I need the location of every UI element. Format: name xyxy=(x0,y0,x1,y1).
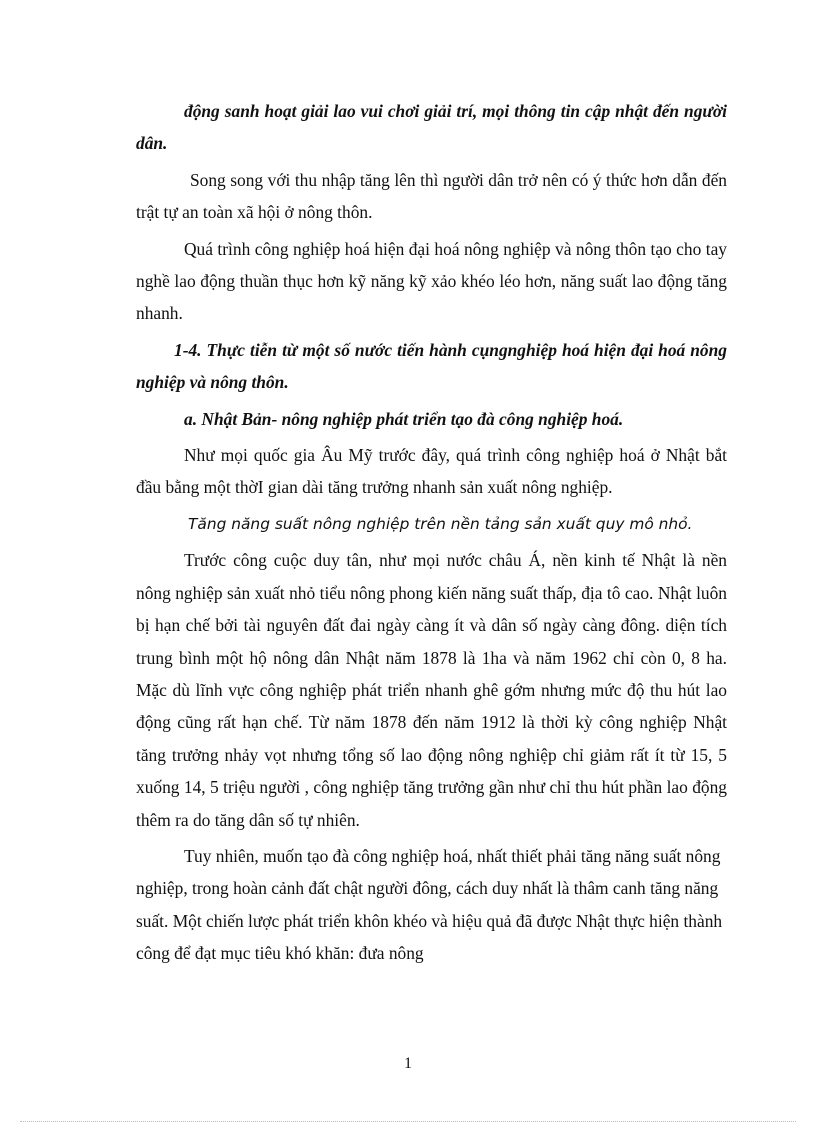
page-number: 1 xyxy=(404,1055,412,1072)
paragraph-productivity-strategy: Tuy nhiên, muốn tạo đà công nghiệp hoá, nhất thiết phải tăng năng suất nông nghiệp, trong hoàn cảnh đất chật người đông, cách duy nhất là thâm canh tăng năng suất. Một chiến lược phát triển khôn khéo và hiệu quả đã được Nhật thực hiện thành công để đạt mục tiêu khó khăn: đưa nông xyxy=(136,845,723,964)
paragraph-italic-subtitle: Tăng năng suất nông nghiệp trên nền tảng sản xuất quy mô nhỏ. xyxy=(188,514,693,533)
section-heading-1-4: 1-4. Thực tiễn từ một số nước tiến hành cụngnghiệp hoá hiện đại hoá nông nghiệp và nông thôn. xyxy=(136,339,727,393)
paragraph-continuation: động sanh hoạt giải lao vui chơi giải trí, mọi thông tin cập nhật đến người dân. xyxy=(136,101,727,154)
paragraph-labor-skill: Quá trình công nghiệp hoá hiện đại hoá nông nghiệp và nông thôn tạo cho tay nghề lao động thuần thục hơn kỹ năng kỹ xảo khéo léo hơn, năng suất lao động tăng nhanh. xyxy=(136,238,727,324)
paragraph-japan-intro: Như mọi quốc gia Âu Mỹ trước đây, quá trình công nghiệp hoá ở Nhật bắt đầu bằng một thờI gian dài tăng trưởng nhanh sản xuất nông nghiệp. xyxy=(136,445,727,498)
paragraph-before-reform: Trước công cuộc duy tân, như mọi nước châu Á, nền kinh tế Nhật là nền nông nghiệp sản xuất nhỏ tiểu nông phong kiến năng suất thấp, địa tô cao. Nhật luôn bị hạn chế bởi tài nguyên đất đai ngày càng ít và dân số ngày càng đông. diện tích trung bình một hộ nông dân Nhật năm 1878 là 1ha và năm 1962 chỉ còn 0, 8 ha. Mặc dù lĩnh vực công nghiệp phát triển nhanh ghê gớm nhưng mức độ thu hút lao động cũng rất hạn chế. Từ năm 1878 đến năm 1912 là thời kỳ công nghiệp Nhật tăng trưởng nhảy vọt nhưng tổng số lao động nông nghiệp chỉ giảm rất ít từ 15, 5 xuống 14, 5 triệu người , công nghiệp tăng trưởng gần như chỉ thu hút phần lao động thêm ra do tăng dân số tự nhiên. xyxy=(136,550,727,830)
paragraph-social-order: Song song với thu nhập tăng lên thì người dân trở nên có ý thức hơn dẫn đến trật tự an toàn xã hội ở nông thôn. xyxy=(136,169,727,223)
footer-divider xyxy=(20,1121,796,1122)
subsection-heading-japan: a. Nhật Bản- nông nghiệp phát triển tạo đà công nghiệp hoá. xyxy=(184,408,624,429)
page-body xyxy=(136,95,727,974)
